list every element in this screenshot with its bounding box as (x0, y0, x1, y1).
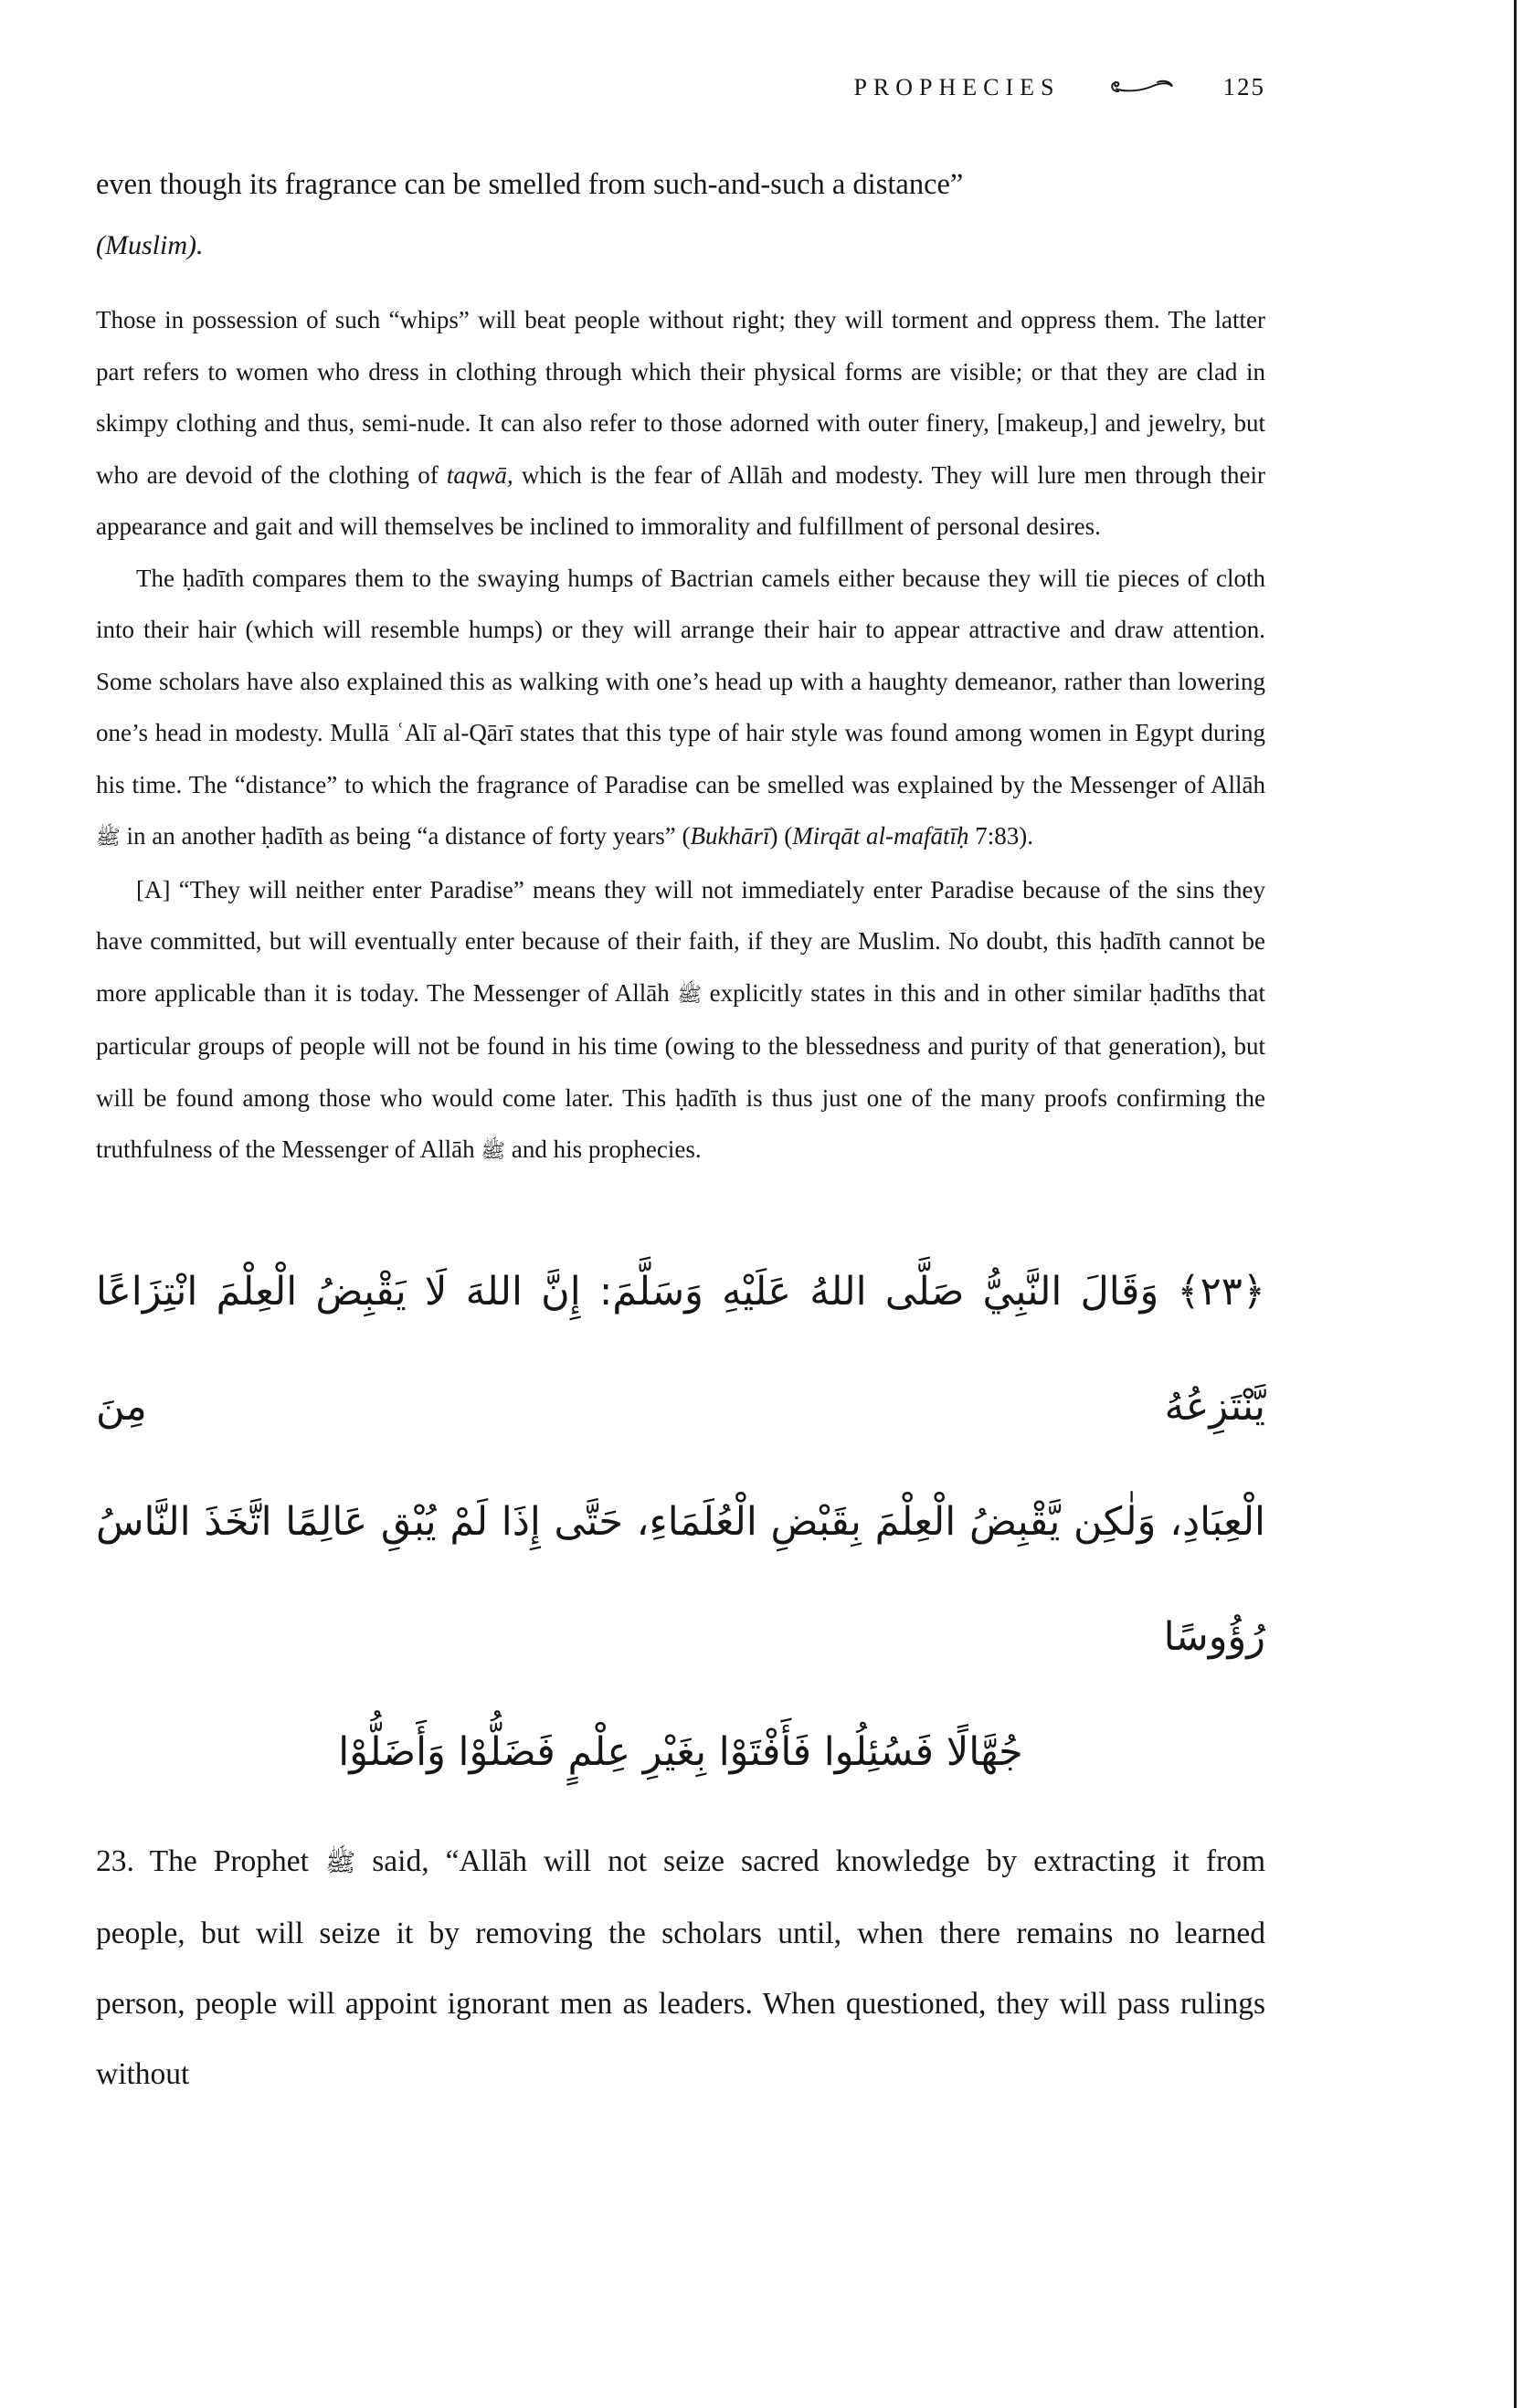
hadith-arabic-line: الْعِبَادِ، وَلٰكِن يَّقْبِضُ الْعِلْمَ بِقَبْضِ الْعُلَمَاءِ، حَتَّى إِذَا لَمْ يُبْقِ عَالِمًا اتَّخَذَ النَّاسُ رُؤُوسًا (96, 1498, 1265, 1660)
prophet-honorific-icon: ﷺ (481, 1139, 506, 1163)
hadith-translation-continuation: even though its fragrance can be smelled from such-and-such a distance” (96, 168, 964, 201)
italic-text: Mirqāt al-mafātīḥ (792, 822, 969, 850)
swash-divider-icon (1108, 78, 1176, 98)
prophet-honorific-icon: ﷺ (325, 1848, 356, 1877)
commentary-paragraph: [A] “They will neither enter Paradise” means they will not immediately enter Paradise because of the sins they have committed, but will eventually enter because of their faith, if they are Muslim. No doubt, this ḥadīth cannot be more applicable than it is today. The Messenger of Allāh ﷺ explicitly states in this and in other similar ḥadīths that particular groups of people will not be found in his time (owing to the blessedness and purity of that generation), but will be found among those who would come later. This ḥadīth is thus just one of the many proofs confirming the truthfulness of the Messenger of Allāh ﷺ and his prophecies. (96, 875, 1265, 1163)
text-block (96, 0, 1265, 2109)
prophet-honorific-icon: ﷺ (677, 982, 703, 1007)
commentary-paragraph: The ḥadīth compares them to the swaying humps of Bactrian camels either because they will tie pieces of cloth into their hair (which will resemble humps) or they will arrange their hair to appear attractive and draw attention. Some scholars have also explained this as walking with one’s head up with a haughty demeanor, rather than lowering one’s head in modesty. Mullā ʿAlī al-Qārī states that this type of hair style was found among women in Egypt during his time. The “distance” to which the fragrance of Paradise can be smelled was explained by the Messenger of Allāh ﷺ in an another ḥadīth as being “a distance of forty years” (Bukhārī) (Mirqāt al-mafātīḥ 7:83). (96, 564, 1265, 850)
prophet-honorific-icon: ﷺ (96, 826, 121, 850)
hadith-source-attribution: (Muslim). (96, 230, 204, 260)
commentary-section (96, 294, 1265, 1178)
italic-text: taqwā, (446, 460, 513, 489)
hadith-arabic-section (96, 1234, 1265, 1810)
page-edge-line (1514, 0, 1517, 2408)
running-header (96, 0, 1265, 101)
hadith-arabic-line: ﴿٢٣﴾ وَقَالَ النَّبِيُّ صَلَّى اللهُ عَلَيْهِ وَسَلَّمَ: إِنَّ اللهَ لَا يَقْبِضُ الْعِلْمَ انْتِزَاعًا يَّنْتَزِعُهُ مِنَ (96, 1268, 1265, 1430)
italic-text: Bukhārī (690, 822, 770, 850)
page-number: 125 (1222, 73, 1265, 100)
hadith-arabic-line: جُهَّالًا فَسُئِلُوا فَأَفْتَوْا بِغَيْرِ عِلْمٍ فَضَلُّوْا وَأَضَلُّوْا (338, 1728, 1023, 1775)
chapter-title: PROPHECIES (853, 73, 1061, 100)
commentary-paragraph: Those in possession of such “whips” will beat people without right; they will torment and oppress them. The latter part refers to women who dress in clothing through which their physical forms are visible; or that they are clad in skimpy clothing and thus, semi-nude. It can also refer to those adorned with outer finery, [makeup,] and jewelry, but who are devoid of the clothing of taqwā, which is the fear of Allāh and modesty. They will lure men through their appearance and gait and will themselves be inclined to immorality and fulfillment of personal desires. (96, 306, 1265, 540)
hadith-translation-paragraph: 23. The Prophet ﷺ said, “Allāh will not seize sacred knowledge by extracting it from people, but will seize it by removing the scholars until, when there remains no learned person, people will appoint ignorant men as leaders. When questioned, they will pass rulings without (96, 1843, 1265, 2091)
